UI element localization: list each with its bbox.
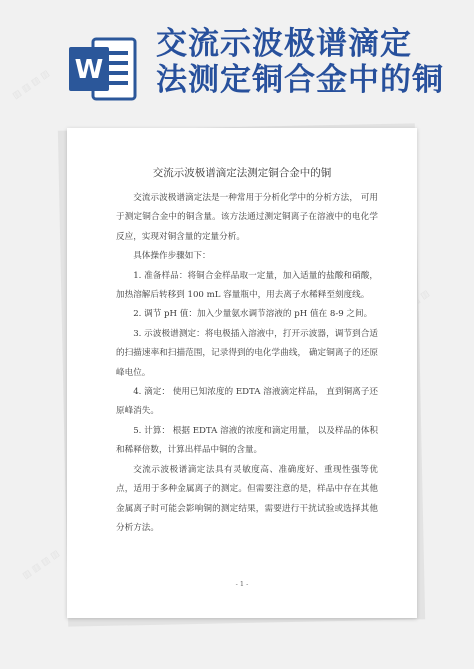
document-page [67,128,417,618]
paragraph-step-3: 3. 示波极谱测定：将电极插入溶液中，打开示波器，调节到合适的扫描速率和扫描范围，记录得到的电化学曲线， 确定铜离子的还原峰电位。 [116,328,378,378]
paragraph-conclusion: 交流示波极谱滴定法具有灵敏度高、准确度好、重现性强等优点，适用于多种金属离子的测定。但需要注意的是，样品中存在其他金属离子时可能会影响铜的测定结果，需要进行干扰试验或选择其他分析方法。 [116,464,378,533]
paragraph-step-4: 4. 滴定： 使用已知浓度的 EDTA 溶液滴定样品， 直到铜离子还原峰消失。 [116,387,378,417]
watermark: ▨ [418,288,432,302]
watermark: ▨ ▨ ▨ ▨ [20,548,62,582]
document-title: 交流示波极谱滴定法测定铜合金中的铜 [152,167,332,179]
paragraph-step-2: 2. 调节 pH 值：加入少量氨水调节溶液的 pH 值在 8-9 之间。 [133,309,373,320]
paragraph-steps-heading: 具体操作步骤如下： [133,251,211,262]
watermark: ▨ ▨ ▨ ▨ [10,68,52,102]
word-icon-letter: W [74,55,104,85]
paragraph-step-1: 1. 准备样品：将铜合金样品取一定量，加入适量的盐酸和硝酸，加热溶解后转移到 100 mL 容量瓶中，用去离子水稀释至刻度线。 [116,270,378,301]
banner-title-line-2: 法测定铜合金中的铜 [156,62,444,98]
paragraph-intro: 交流示波极谱滴定法是一种常用于分析化学中的分析方法， 可用于测定铜合金中的铜含量。该方法通过测定铜离子在溶液中的电化学反应，实现对铜含量的定量分析。 [116,193,378,242]
banner-title [156,26,468,98]
paragraph-step-5: 5. 计算： 根据 EDTA 溶液的浓度和滴定用量， 以及样品的体积和稀释倍数，计算出样品中铜的含量。 [116,425,378,456]
word-icon [67,33,139,105]
banner-title-line-1: 交流示波极谱滴定 [156,26,412,62]
page-number: - 1 - [235,580,249,588]
document-body [116,189,378,538]
